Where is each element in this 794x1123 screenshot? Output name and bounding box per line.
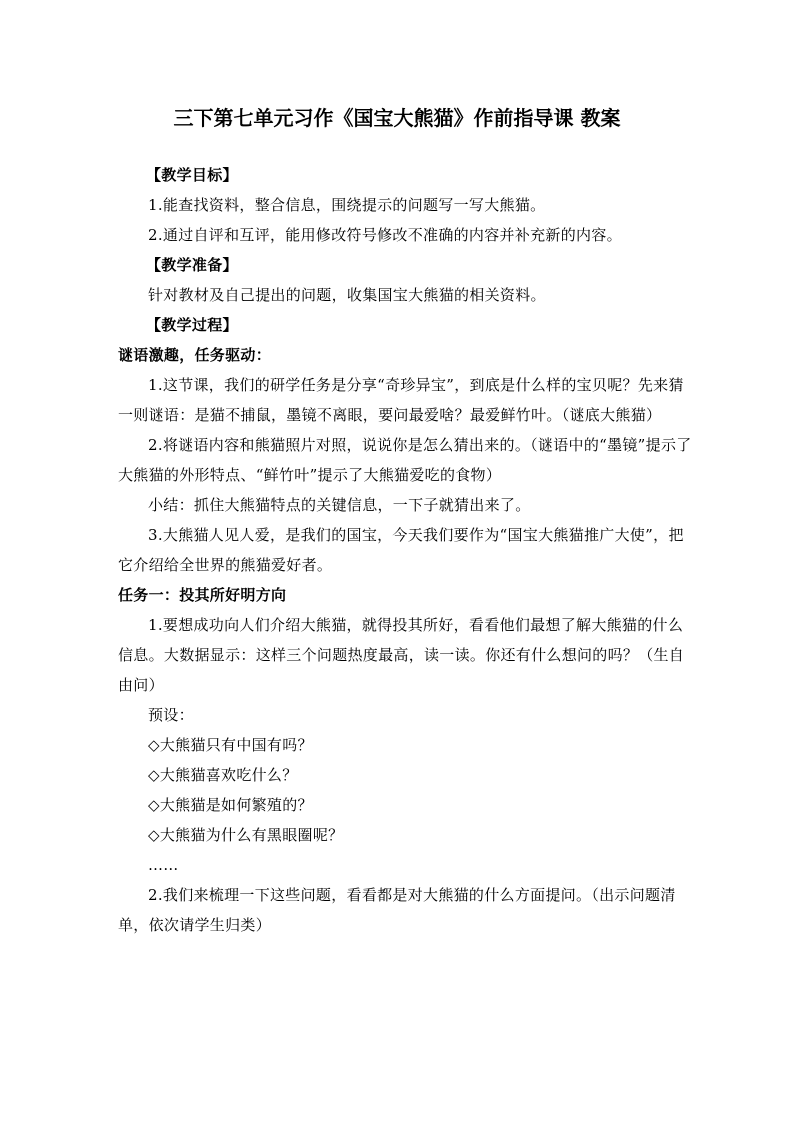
- preset-item: ◇大熊猫喜欢吃什么？: [148, 766, 298, 784]
- process-heading: 【教学过程】: [146, 316, 238, 334]
- preset-item: ◇大熊猫是如何繁殖的？: [148, 796, 313, 814]
- preset-label: 预设：: [148, 706, 194, 724]
- task1-paragraph-1: 1.要想成功向人们介绍大熊猫，就得投其所好，看看他们最想了解大熊猫的什么信息。大数据显示：这样三个问题热度最高，读一读。你还有什么想问的吗？（生自由问）: [118, 616, 685, 694]
- document-body: [118, 160, 698, 940]
- task1-paragraph-2: 2.我们来梳理一下这些问题，看看都是对大熊猫的什么方面提问。（出示问题清单，依次请学生归类）: [118, 886, 676, 934]
- preset-item: ◇大熊猫只有中国有吗？: [148, 736, 313, 754]
- preparation-text: 针对教材及自己提出的问题，收集国宝大熊猫的相关资料。: [148, 286, 546, 304]
- ellipsis: ……: [148, 856, 179, 874]
- preparation-heading: 【教学准备】: [146, 256, 238, 274]
- objective-1: 1.能查找资料，整合信息，围绕提示的问题写一写大熊猫。: [148, 196, 546, 214]
- task1-heading: 任务一：投其所好明方向: [118, 586, 287, 604]
- riddle-paragraph-2: 2.将谜语内容和熊猫照片对照，说说你是怎么猜出来的。（谜语中的“墨镜”提示了大熊猫的外形特点、“鲜竹叶”提示了大熊猫爱吃的食物）: [118, 436, 692, 484]
- preset-item: ◇大熊猫为什么有黑眼圈呢？: [148, 826, 344, 844]
- summary-paragraph: 小结：抓住大熊猫特点的关键信息，一下子就猜出来了。: [148, 496, 531, 514]
- riddle-paragraph-3: 3.大熊猫人见人爱，是我们的国宝，今天我们要作为“国宝大熊猫推广大使”，把它介绍给全世界的熊猫爱好者。: [118, 526, 684, 574]
- objective-2: 2.通过自评和互评，能用修改符号修改不准确的内容并补充新的内容。: [148, 226, 622, 244]
- objectives-heading: 【教学目标】: [146, 166, 238, 184]
- document-title: 三下第七单元习作《国宝大熊猫》作前指导课 教案: [173, 106, 621, 130]
- riddle-paragraph-1: 1.这节课，我们的研学任务是分享“奇珍异宝”，到底是什么样的宝贝呢？先来猜一则谜语：是猫不捕鼠，墨镜不离眼，要问最爱啥？最爱鲜竹叶。（谜底大熊猫）: [118, 376, 684, 424]
- riddle-heading: 谜语激趣，任务驱动：: [118, 346, 272, 364]
